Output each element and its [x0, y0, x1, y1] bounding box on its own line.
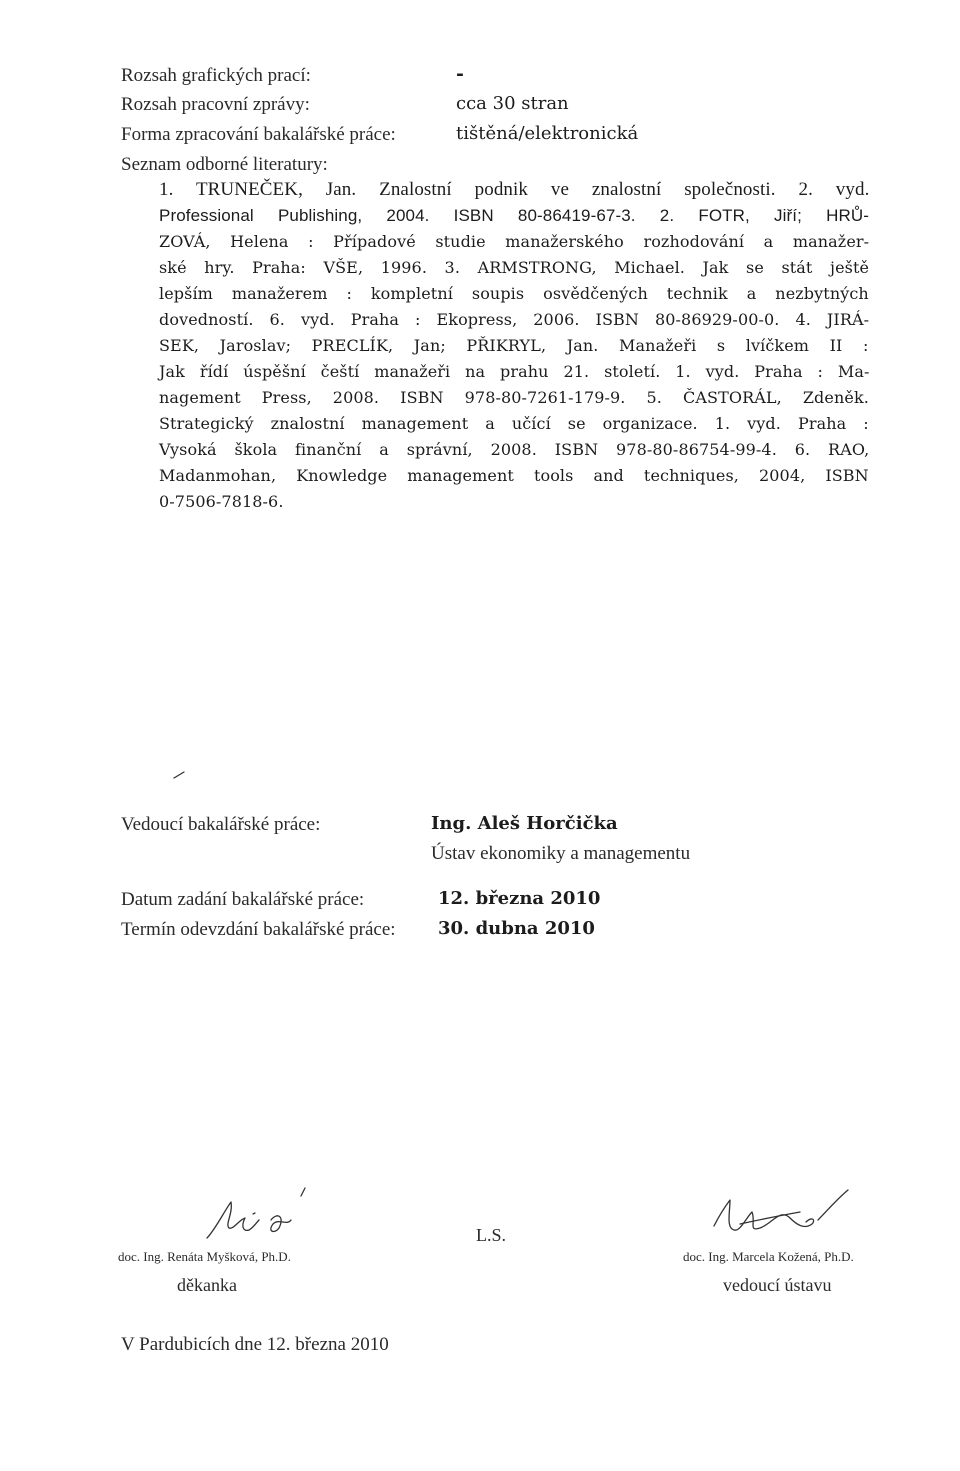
literature-line: Professional Publishing, 2004. ISBN 80-86419-67-3. 2. FOTR, Jiří; HRŮ-	[159, 206, 870, 225]
literature-line: lepším manažerem : kompletní soupis osvědčených technik a nezbytných	[159, 284, 869, 303]
graphics-scope-value: -	[456, 63, 464, 85]
literature-line: Madanmohan, Knowledge management tools and techniques, 2004, ISBN	[159, 466, 869, 485]
literature-line: 1. TRUNEČEK, Jan. Znalostní podnik ve znalostní společnosti. 2. vyd.	[159, 179, 870, 200]
literature-line: Jak řídí úspěšní čeští manažeři na prahu 21. století. 1. vyd. Praha : Ma-	[159, 362, 870, 381]
dean-name: doc. Ing. Renáta Myšková, Ph.D.	[118, 1249, 291, 1264]
literature-list	[159, 177, 869, 515]
place-and-date: V Pardubicích dne 12. března 2010	[121, 1334, 389, 1355]
literature-line: Vysoká škola finanční a správní, 2008. ISBN 978-80-86754-99-4. 6. RAO,	[159, 440, 870, 459]
report-scope-label: Rozsah pracovní zprávy:	[121, 94, 310, 115]
dean-role: děkanka	[177, 1275, 237, 1295]
literature-line: nagement Press, 2008. ISBN 978-80-7261-179-9. 5. ČASTORÁL, Zdeněk.	[159, 388, 869, 407]
handwritten-signature-icon	[195, 1180, 325, 1250]
graphics-scope-label: Rozsah grafických prací:	[121, 65, 311, 86]
assignment-date-label: Datum zadání bakalářské práce:	[121, 889, 365, 910]
literature-line: Strategický znalostní management a učící se organizace. 1. vyd. Praha :	[159, 414, 869, 433]
department-head-role: vedoucí ústavu	[723, 1275, 832, 1295]
literature-line: ské hry. Praha: VŠE, 1996. 3. ARMSTRONG, Michael. Jak se stát ještě	[159, 258, 870, 277]
supervisor-name: Ing. Aleš Horčička	[431, 813, 618, 834]
pen-mark	[172, 770, 186, 780]
thesis-form-label: Forma zpracování bakalářské práce:	[121, 124, 396, 145]
handwritten-signature-icon	[700, 1178, 860, 1248]
supervisor-label: Vedoucí bakalářské práce:	[121, 814, 321, 835]
assignment-date-value: 12. března 2010	[438, 888, 601, 909]
literature-line: 0-7506-7818-6.	[159, 492, 284, 511]
literature-line: ZOVÁ, Helena : Případové studie manažerského rozhodování a manažer-	[159, 232, 870, 251]
supervisor-department: Ústav ekonomiky a managementu	[431, 843, 691, 864]
submission-deadline-label: Termín odevzdání bakalářské práce:	[121, 919, 396, 940]
department-head-name: doc. Ing. Marcela Kožená, Ph.D.	[683, 1249, 854, 1264]
literature-line: SEK, Jaroslav; PRECLÍK, Jan; PŘIKRYL, Jan. Manažeři s lvíčkem II :	[159, 336, 869, 355]
literature-line: dovedností. 6. vyd. Praha : Ekopress, 2006. ISBN 80-86929-00-0. 4. JIRÁ-	[159, 310, 870, 329]
report-scope-value: cca 30 stran	[456, 93, 569, 114]
submission-deadline-value: 30. dubna 2010	[438, 918, 595, 939]
seal-mark: L.S.	[476, 1225, 507, 1245]
literature-label: Seznam odborné literatury:	[121, 154, 328, 175]
thesis-form-value: tištěná/elektronická	[456, 123, 639, 144]
